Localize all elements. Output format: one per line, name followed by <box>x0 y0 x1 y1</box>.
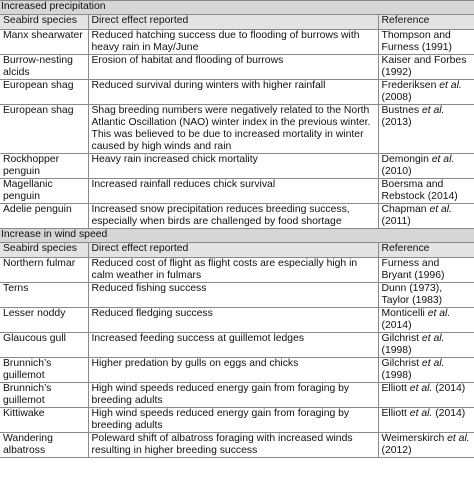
reference-cell <box>378 258 474 283</box>
header-reference: Reference <box>378 15 474 30</box>
reference-cell <box>378 30 474 55</box>
reference-author: Gilchrist <box>381 333 422 344</box>
reference-year: (1998) <box>381 345 412 356</box>
effect-cell: Higher predation by gulls on eggs and chicks <box>88 358 378 383</box>
reference-cell <box>378 105 474 154</box>
effect-cell: Heavy rain increased chick mortality <box>88 154 378 179</box>
section-title-row <box>0 229 474 243</box>
reference-author: Bustnes <box>381 105 422 116</box>
table-row <box>0 283 474 308</box>
table-row <box>0 258 474 283</box>
table-row <box>0 333 474 358</box>
table-row <box>0 358 474 383</box>
table-row <box>0 80 474 105</box>
species-cell: Terns <box>0 283 88 308</box>
reference-cell <box>378 433 474 458</box>
reference-author: Chapman <box>381 204 430 215</box>
effect-cell: Reduced survival during winters with higher rainfall <box>88 80 378 105</box>
species-cell: Rockhopper penguin <box>0 154 88 179</box>
reference-cell <box>378 283 474 308</box>
effect-cell: Increased rainfall reduces chick survival <box>88 179 378 204</box>
section-title: Increase in wind speed <box>0 229 474 243</box>
reference-et-al: et al. <box>447 433 470 444</box>
reference-et-al: et al. <box>439 80 462 91</box>
reference-year: (2011) <box>381 216 411 227</box>
species-cell: European shag <box>0 80 88 105</box>
table-row <box>0 204 474 229</box>
reference-cell <box>378 408 474 433</box>
header-effect: Direct effect reported <box>88 15 378 30</box>
reference-cell <box>378 383 474 408</box>
effect-cell: Reduced hatching success due to flooding of burrows with heavy rain in May/June <box>88 30 378 55</box>
header-effect: Direct effect reported <box>88 243 378 258</box>
table-row <box>0 408 474 433</box>
table-row <box>0 154 474 179</box>
table-row <box>0 55 474 80</box>
species-cell: Wandering albatross <box>0 433 88 458</box>
reference-et-al: et al. <box>421 105 445 116</box>
species-cell: Glaucous gull <box>0 333 88 358</box>
reference-year: (2012) <box>381 445 412 456</box>
reference-year: (2014) <box>432 383 466 394</box>
reference-et-al: et al. <box>427 308 451 319</box>
reference-year: (2013) <box>381 117 412 128</box>
reference-author: Monticelli <box>381 308 428 319</box>
reference-year: (2014) <box>432 408 466 419</box>
header-row <box>0 15 474 30</box>
species-cell: Manx shearwater <box>0 30 88 55</box>
species-cell: Brunnich’s guillemot <box>0 358 88 383</box>
effect-cell: High wind speeds reduced energy gain from foraging by breeding adults <box>88 383 378 408</box>
reference-author: Boersma and Rebstock (2014) <box>381 179 458 202</box>
reference-et-al: et al. <box>431 154 455 165</box>
table-row <box>0 179 474 204</box>
reference-cell <box>378 204 474 229</box>
reference-author: Gilchrist <box>381 358 422 369</box>
effect-cell: Increased snow precipitation reduces breeding success, especially when birds are challenged by food shortage <box>88 204 378 229</box>
effect-cell: Reduced cost of flight as flight costs are especially high in calm weather in fulmars <box>88 258 378 283</box>
effect-cell: Poleward shift of albatross foraging with increased winds resulting in higher breeding success <box>88 433 378 458</box>
effect-cell: Reduced fishing success <box>88 283 378 308</box>
header-row <box>0 243 474 258</box>
species-cell: Northern fulmar <box>0 258 88 283</box>
reference-author: Weimerskirch <box>381 433 448 444</box>
reference-author: Dunn (1973), Taylor (1983) <box>381 283 443 306</box>
effect-cell: Shag breeding numbers were negatively related to the North Atlantic Oscillation (NAO) winter index in the previous winter. This was believed to be due to increased mortality in winter caused by high winds and rain <box>88 105 378 154</box>
table-body <box>0 1 474 458</box>
species-cell: Adelie penguin <box>0 204 88 229</box>
table-row <box>0 308 474 333</box>
effect-cell: Reduced fledging success <box>88 308 378 333</box>
reference-author: Kaiser and Forbes (1992) <box>381 55 467 78</box>
species-cell: European shag <box>0 105 88 154</box>
section-title-row <box>0 1 474 15</box>
header-reference: Reference <box>378 243 474 258</box>
reference-cell <box>378 358 474 383</box>
table-row <box>0 383 474 408</box>
section-title: Increased precipitation <box>0 1 474 15</box>
header-species: Seabird species <box>0 243 88 258</box>
species-cell: Kittiwake <box>0 408 88 433</box>
reference-cell <box>378 80 474 105</box>
reference-et-al: et al. <box>409 383 433 394</box>
effect-cell: High wind speeds reduced energy gain from foraging by breeding adults <box>88 408 378 433</box>
header-species: Seabird species <box>0 15 88 30</box>
reference-year: (2010) <box>381 166 412 177</box>
effect-cell: Increased feeding success at guillemot ledges <box>88 333 378 358</box>
reference-year: (2014) <box>381 320 412 331</box>
species-cell: Brunnich’s guillemot <box>0 383 88 408</box>
reference-et-al: et al. <box>429 204 452 215</box>
reference-author: Furness and Bryant (1996) <box>381 258 445 281</box>
reference-author: Elliott <box>381 408 410 419</box>
reference-cell <box>378 333 474 358</box>
reference-cell <box>378 154 474 179</box>
reference-et-al: et al. <box>421 333 445 344</box>
reference-et-al: et al. <box>409 408 433 419</box>
table-row <box>0 30 474 55</box>
reference-cell <box>378 308 474 333</box>
reference-author: Demongin <box>381 154 432 165</box>
reference-et-al: et al. <box>421 358 445 369</box>
reference-year: (2008) <box>381 92 412 103</box>
reference-cell <box>378 55 474 80</box>
reference-cell <box>378 179 474 204</box>
reference-author: Thompson and Furness (1991) <box>381 30 452 53</box>
reference-author: Elliott <box>381 383 410 394</box>
species-cell: Lesser noddy <box>0 308 88 333</box>
table-row <box>0 433 474 458</box>
effect-cell: Erosion of habitat and flooding of burrows <box>88 55 378 80</box>
reference-year: (1998) <box>381 370 412 381</box>
species-cell: Burrow-nesting alcids <box>0 55 88 80</box>
species-cell: Magellanic penguin <box>0 179 88 204</box>
reference-author: Frederiksen <box>381 80 440 91</box>
table-row <box>0 105 474 154</box>
